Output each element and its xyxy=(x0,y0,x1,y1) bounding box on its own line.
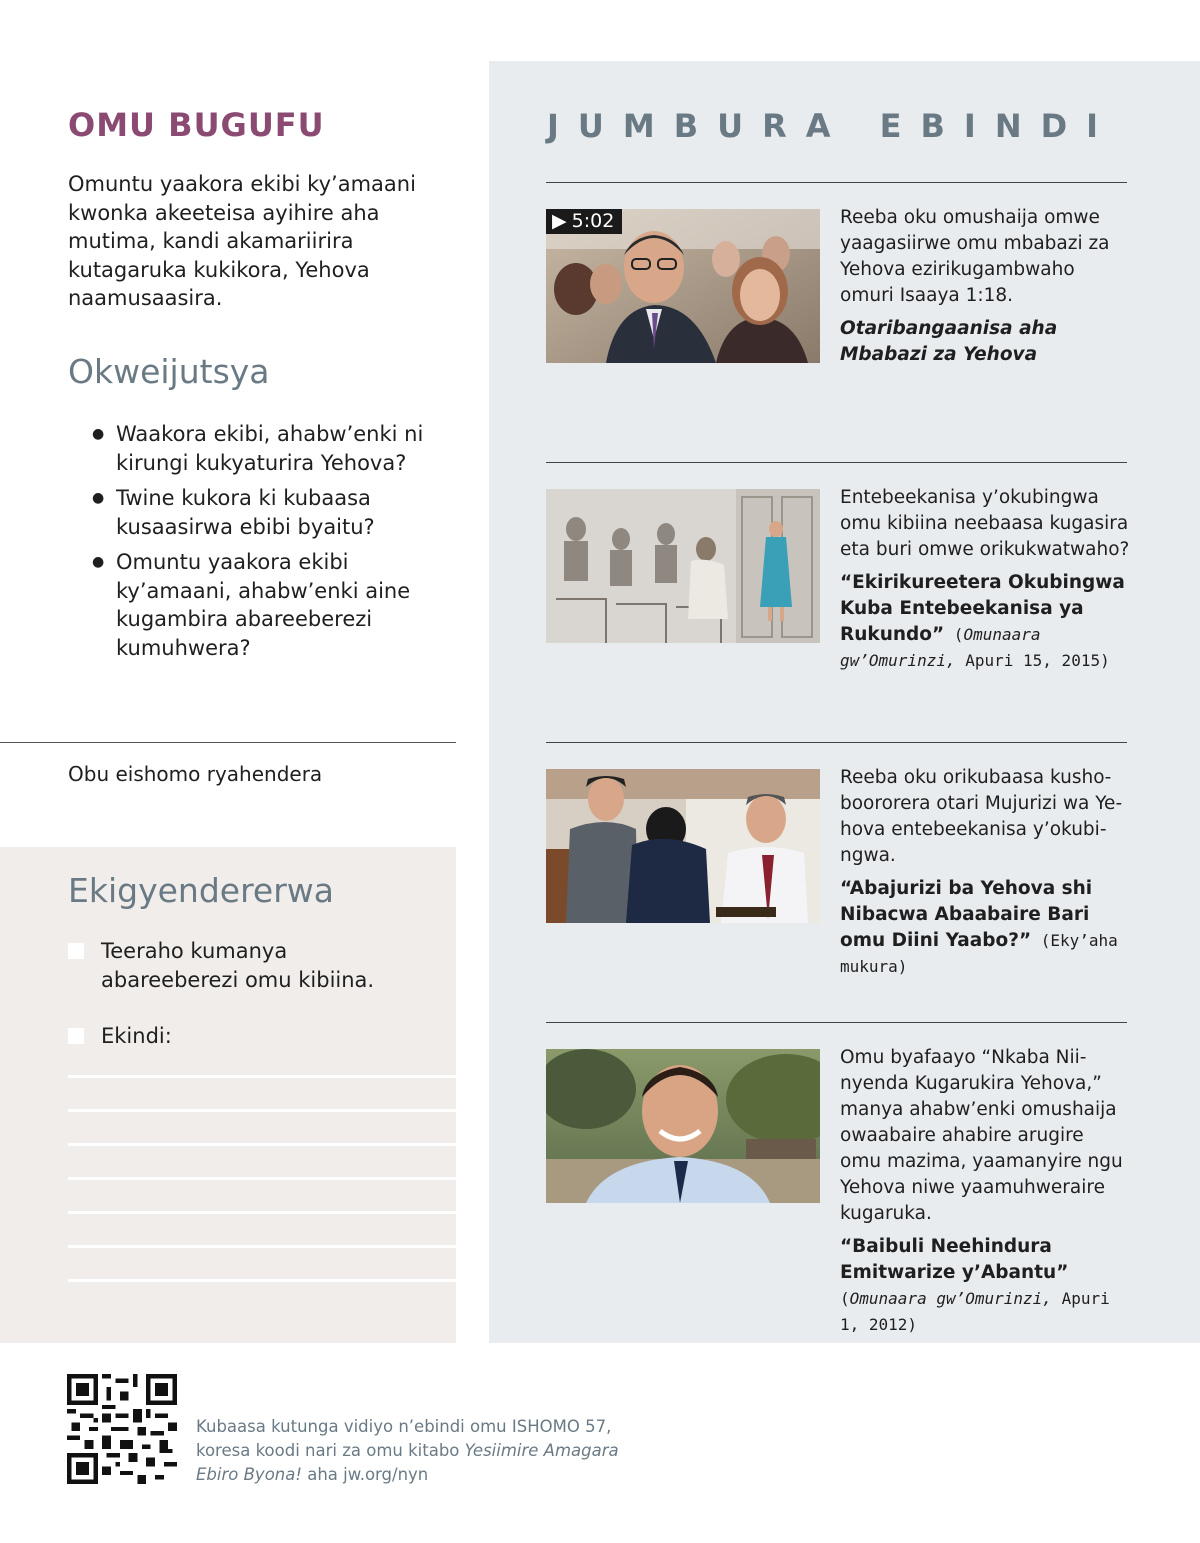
divider xyxy=(0,742,456,743)
write-line[interactable] xyxy=(68,1211,456,1214)
summary-heading: OMU BUGUFU xyxy=(68,106,325,144)
resource-title xyxy=(840,876,1130,980)
video-duration: 5:02 xyxy=(571,210,615,232)
resource-description: Reeba oku omushaija omwe yaagasiirwe omu mbabazi za Yehova ezirikugambwaho omuri Isaaya 1:18. xyxy=(840,207,1110,306)
goal-checkbox[interactable] xyxy=(68,943,84,959)
review-heading: Okweijutsya xyxy=(68,352,270,391)
resource-title xyxy=(840,570,1130,674)
review-questions xyxy=(92,420,447,669)
resource-title-link[interactable]: “Baibuli Neehindura Emitwarize y’Abantu” xyxy=(840,1236,1069,1283)
video-duration-badge xyxy=(546,209,622,234)
review-question: ● Waakora ekibi, ahabw’enki ni kirungi kukyaturira Yehova? xyxy=(92,420,447,477)
video-thumbnail[interactable] xyxy=(546,209,820,363)
goal-box xyxy=(0,847,456,1343)
resource-text xyxy=(840,765,1130,980)
goal-item-label: Teeraho kumanya abareeberezi omu kibiina. xyxy=(101,939,375,992)
review-question: ● Omuntu yaakora ekibi ky’amaani, ahabw’enki aine kugambira abareeberezi kumuhwera? xyxy=(92,548,447,662)
progress-label: Obu eishomo ryahendera xyxy=(68,762,323,786)
elders-photo-icon xyxy=(546,769,820,923)
goal-item-label: Ekindi: xyxy=(101,1024,172,1048)
divider xyxy=(546,1022,1127,1023)
goal-item xyxy=(68,937,431,994)
divider xyxy=(546,462,1127,463)
resource-text xyxy=(840,485,1130,674)
summary-text: Omuntu yaakora ekibi ky’amaani kwonka akeeteisa ayihire aha mutima, kandi akamariirira kutagaruka kukikora, Yehova naamusaasira. xyxy=(68,172,416,310)
review-question: ● Twine kukora ki kubaasa kusaasirwa ebibi byaitu? xyxy=(92,484,447,541)
source-publication: Omunaara gw’Omurinzi, xyxy=(849,1289,1052,1308)
write-line[interactable] xyxy=(68,1245,456,1248)
footer-text xyxy=(196,1415,636,1487)
divider xyxy=(546,182,1127,183)
learn-more-heading: JUMBURA EBINDI xyxy=(547,107,1118,145)
write-line[interactable] xyxy=(68,1109,456,1112)
source-paren: ( xyxy=(944,625,964,644)
resource-title-link[interactable]: Otaribangaanisa aha Mbabazi za Yehova xyxy=(840,318,1058,365)
resource-description: Entebeekanisa y’okubingwa omu kibiina neebaasa kugasira eta buri omwe orikukwatwaho? xyxy=(840,487,1130,560)
play-icon: ▶ xyxy=(552,210,567,232)
resource-text xyxy=(840,205,1130,368)
qr-code-icon[interactable] xyxy=(67,1374,177,1484)
resource-title xyxy=(840,1234,1130,1338)
write-line[interactable] xyxy=(68,1143,456,1146)
footer-text-plain: Kubaasa kutunga vidiyo n’ebindi omu ISHOMO 57, koresa koodi nari za omu kitabo xyxy=(196,1417,612,1460)
source-date: Apuri 15, 2015) xyxy=(955,651,1110,670)
sketch-illustration-icon xyxy=(546,489,820,643)
article-thumbnail[interactable] xyxy=(546,489,820,643)
goal-heading: Ekigyendererwa xyxy=(68,871,334,910)
resource-title-link[interactable]: “Abajurizi ba Yehova shi Nibacwa Abaabaire Bari omu Diini Yaabo?” xyxy=(840,878,1093,951)
write-line[interactable] xyxy=(68,1075,456,1078)
write-line[interactable] xyxy=(68,1279,456,1282)
write-line[interactable] xyxy=(68,1177,456,1180)
resource-source: (Eky’aha mukura) xyxy=(840,931,1118,976)
source-paren: ( xyxy=(840,1289,850,1308)
resource-title-link[interactable]: “Ekirikureetera Okubingwa Kuba Entebeekanisa ya Rukundo” xyxy=(840,572,1125,645)
article-thumbnail[interactable] xyxy=(546,769,820,923)
learn-more-panel xyxy=(489,61,1200,1343)
goal-checkbox[interactable] xyxy=(68,1028,84,1044)
smiling-man-photo-icon xyxy=(546,1049,820,1203)
resource-source xyxy=(840,1289,1110,1334)
goal-item xyxy=(68,1022,431,1051)
source-publication: Omunaara gw’Omurinzi, xyxy=(840,625,1041,670)
resource-description: Omu byafaayo “Nkaba Niinyenda Kugarukira Yehova,” manya ahabw’enki omushaija owaabaire ahabire arugire omu mazima, yaamanyire ngu Yehova niwe yaamuhweraire kugaruka. xyxy=(840,1047,1123,1224)
footer-link[interactable]: aha jw.org/nyn xyxy=(301,1465,429,1484)
footer-book-title: Yesiimire Amagara Ebiro Byona! xyxy=(196,1441,619,1484)
source-date: Apuri 1, 2012) xyxy=(840,1289,1110,1334)
divider xyxy=(546,742,1127,743)
resource-text xyxy=(840,1045,1130,1338)
article-thumbnail[interactable] xyxy=(546,1049,820,1203)
resource-description: Reeba oku orikubaasa kushoboororera otari Mujurizi wa Yehova entebeekanisa y’okubingwa. xyxy=(840,767,1123,866)
